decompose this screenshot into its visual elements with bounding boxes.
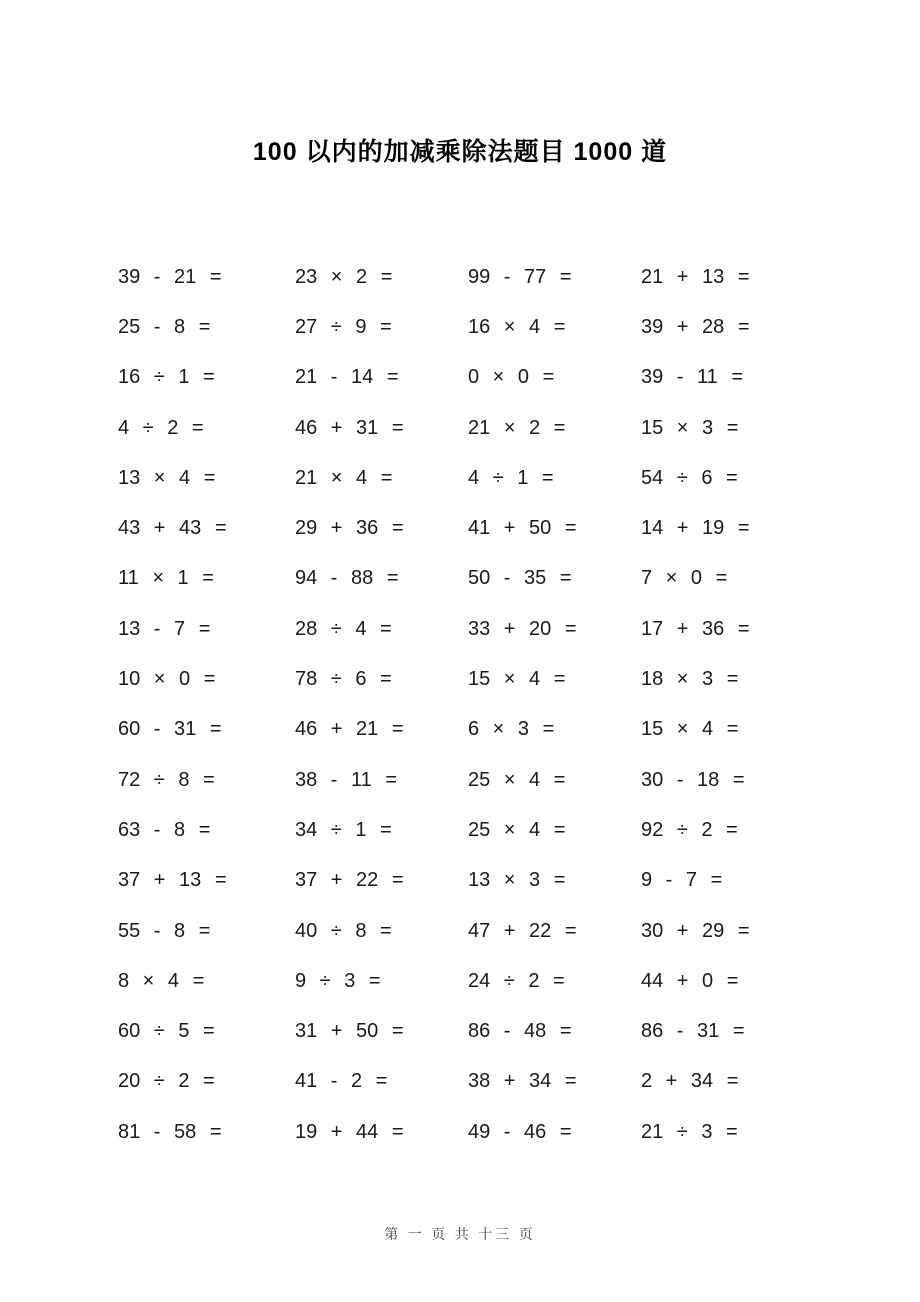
problem: 15 × 3 = [641, 416, 739, 439]
problem: 63 - 8 = [118, 818, 211, 841]
problem: 55 - 8 = [118, 919, 211, 942]
problem: 44 + 0 = [641, 969, 739, 992]
problem: 41 - 2 = [295, 1070, 388, 1093]
problem: 50 - 35 = [468, 567, 572, 590]
problem: 11 × 1 = [118, 567, 214, 590]
problem: 6 × 3 = [468, 718, 555, 741]
problem: 25 × 4 = [468, 768, 566, 791]
page-number-footer: 第 一 页 共 十三 页 [384, 1228, 536, 1243]
problem: 33 + 20 = [468, 617, 577, 640]
problem: 31 + 50 = [295, 1020, 404, 1043]
problem: 78 ÷ 6 = [295, 668, 392, 691]
problem: 43 + 43 = [118, 517, 227, 540]
problem: 37 + 13 = [118, 869, 227, 892]
problem: 13 - 7 = [118, 617, 211, 640]
problem: 21 + 13 = [641, 265, 750, 288]
problem: 38 + 34 = [468, 1070, 577, 1093]
problem: 86 - 31 = [641, 1020, 745, 1043]
problem: 4 ÷ 1 = [468, 466, 554, 489]
problem: 40 ÷ 8 = [295, 919, 392, 942]
problem: 4 ÷ 2 = [118, 416, 204, 439]
problem: 46 + 21 = [295, 718, 404, 741]
problems-grid [118, 252, 816, 1157]
problem: 81 - 58 = [118, 1120, 222, 1143]
problem: 20 ÷ 2 = [118, 1070, 215, 1093]
problem: 13 × 3 = [468, 869, 566, 892]
problem: 7 × 0 = [641, 567, 728, 590]
problem: 28 ÷ 4 = [295, 617, 392, 640]
problem: 21 × 2 = [468, 416, 566, 439]
problem: 72 ÷ 8 = [118, 768, 215, 791]
problem: 46 + 31 = [295, 416, 404, 439]
problem: 14 + 19 = [641, 517, 750, 540]
problem: 21 × 4 = [295, 466, 393, 489]
problem: 0 × 0 = [468, 366, 555, 389]
problem: 60 ÷ 5 = [118, 1020, 215, 1043]
problem: 25 - 8 = [118, 315, 211, 338]
problem: 10 × 0 = [118, 668, 216, 691]
problem: 86 - 48 = [468, 1020, 572, 1043]
problem: 9 - 7 = [641, 869, 723, 892]
problem: 60 - 31 = [118, 718, 222, 741]
problem: 37 + 22 = [295, 869, 404, 892]
problem: 2 + 34 = [641, 1070, 739, 1093]
problem: 92 ÷ 2 = [641, 818, 738, 841]
problem: 15 × 4 = [468, 668, 566, 691]
problem: 30 - 18 = [641, 768, 745, 791]
problem: 38 - 11 = [295, 768, 398, 791]
problem: 15 × 4 = [641, 718, 739, 741]
problem: 18 × 3 = [641, 668, 739, 691]
problem: 25 × 4 = [468, 818, 566, 841]
page-title: 100 以内的加减乘除法题目 1000 道 [252, 138, 668, 166]
problem: 94 - 88 = [295, 567, 399, 590]
problem: 19 + 44 = [295, 1120, 404, 1143]
problem: 8 × 4 = [118, 969, 205, 992]
problem: 39 + 28 = [641, 315, 750, 338]
problem: 41 + 50 = [468, 517, 577, 540]
problem: 39 - 11 = [641, 366, 744, 389]
problem: 13 × 4 = [118, 466, 216, 489]
problem: 27 ÷ 9 = [295, 315, 392, 338]
problem: 16 × 4 = [468, 315, 566, 338]
problem: 54 ÷ 6 = [641, 466, 738, 489]
problem: 47 + 22 = [468, 919, 577, 942]
problem: 21 - 14 = [295, 366, 399, 389]
problem: 30 + 29 = [641, 919, 750, 942]
problem: 17 + 36 = [641, 617, 750, 640]
problem: 49 - 46 = [468, 1120, 572, 1143]
problem: 16 ÷ 1 = [118, 366, 215, 389]
problem: 39 - 21 = [118, 265, 222, 288]
problem: 21 ÷ 3 = [641, 1120, 738, 1143]
problem: 9 ÷ 3 = [295, 969, 381, 992]
problem: 29 + 36 = [295, 517, 404, 540]
problem: 34 ÷ 1 = [295, 818, 392, 841]
problem: 99 - 77 = [468, 265, 572, 288]
problem: 24 ÷ 2 = [468, 969, 565, 992]
problem: 23 × 2 = [295, 265, 393, 288]
